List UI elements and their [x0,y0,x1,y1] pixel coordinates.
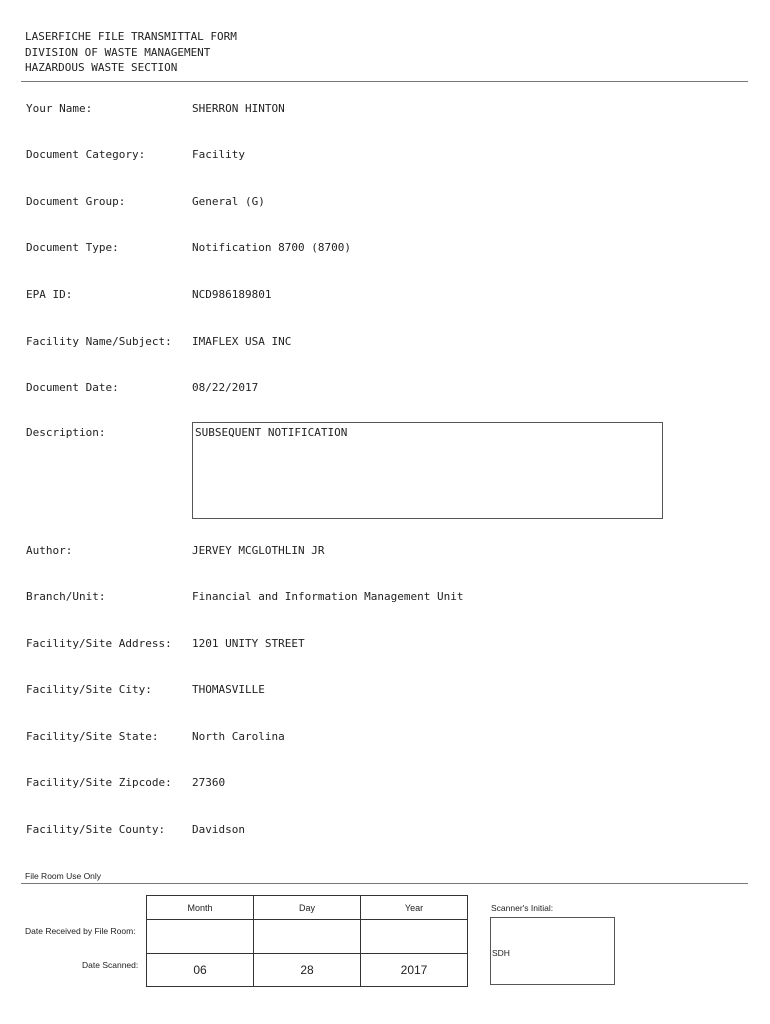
description-box: SUBSEQUENT NOTIFICATION [192,422,663,519]
field-label: Document Date: [26,381,119,394]
field-value: THOMASVILLE [192,683,265,696]
field-label: EPA ID: [26,288,73,301]
field-value: IMAFLEX USA INC [192,335,292,348]
form-header [25,29,237,76]
field-label: Document Type: [26,241,119,254]
scanned-month-cell: 06 [147,954,254,987]
file-room-section-label: File Room Use Only [25,871,102,881]
field-label: Facility/Site Address: [26,637,172,650]
header-division: DIVISION OF WASTE MANAGEMENT [25,45,211,59]
field-value: 27360 [192,776,226,789]
header-divider [21,81,748,82]
field-label: Branch/Unit: [26,590,106,603]
field-label: Author: [26,544,73,557]
field-site-state [0,730,770,748]
field-label: Facility/Site County: [26,823,166,836]
header-section: HAZARDOUS WASTE SECTION [25,61,178,74]
field-value: 08/22/2017 [192,381,259,394]
field-value: Facility [192,148,245,161]
field-site-city [0,683,770,701]
field-value: NCD986189801 [192,288,272,301]
received-year-cell [361,920,468,954]
received-day-cell [254,920,361,954]
scanner-initials: SDH [492,948,510,958]
field-label: Facility Name/Subject: [26,335,172,348]
field-label: Facility/Site State: [26,730,159,743]
field-site-address [0,637,770,655]
field-value: JERVEY MCGLOTHLIN JR [192,544,325,557]
field-document-category [0,148,770,166]
header-title: LASERFICHE FILE TRANSMITTAL FORM [25,30,237,43]
scanner-initial-label: Scanner's Initial: [491,903,554,913]
field-branch-unit [0,590,770,608]
scanned-day-cell: 28 [254,954,361,987]
received-month-cell [147,920,254,954]
field-value: Notification 8700 (8700) [192,241,351,254]
field-author [0,544,770,562]
field-value: Davidson [192,823,245,836]
field-label: Your Name: [26,102,93,115]
year-column-header: Year [361,896,468,920]
scanned-year-cell: 2017 [361,954,468,987]
date-scanned-label: Date Scanned: [82,960,139,970]
field-value: SHERRON HINTON [192,102,285,115]
date-table [146,895,468,987]
field-document-type [0,241,770,259]
field-label: Facility/Site Zipcode: [26,776,172,789]
field-your-name [0,102,770,120]
field-label: Facility/Site City: [26,683,152,696]
field-facility-name [0,335,770,353]
field-value: Financial and Information Management Unit [192,590,464,603]
month-column-header: Month [147,896,254,920]
field-site-zipcode [0,776,770,794]
field-value: 1201 UNITY STREET [192,637,305,650]
field-label: Description: [26,426,106,439]
field-document-date [0,381,770,399]
field-value: General (G) [192,195,265,208]
field-epa-id [0,288,770,306]
field-site-county [0,823,770,841]
field-label: Document Category: [26,148,146,161]
field-document-group [0,195,770,213]
field-label: Document Group: [26,195,126,208]
day-column-header: Day [254,896,361,920]
date-received-label: Date Received by File Room: [25,926,136,936]
scanner-initial-box [490,917,615,985]
field-value: North Carolina [192,730,285,743]
file-room-divider [21,883,748,884]
